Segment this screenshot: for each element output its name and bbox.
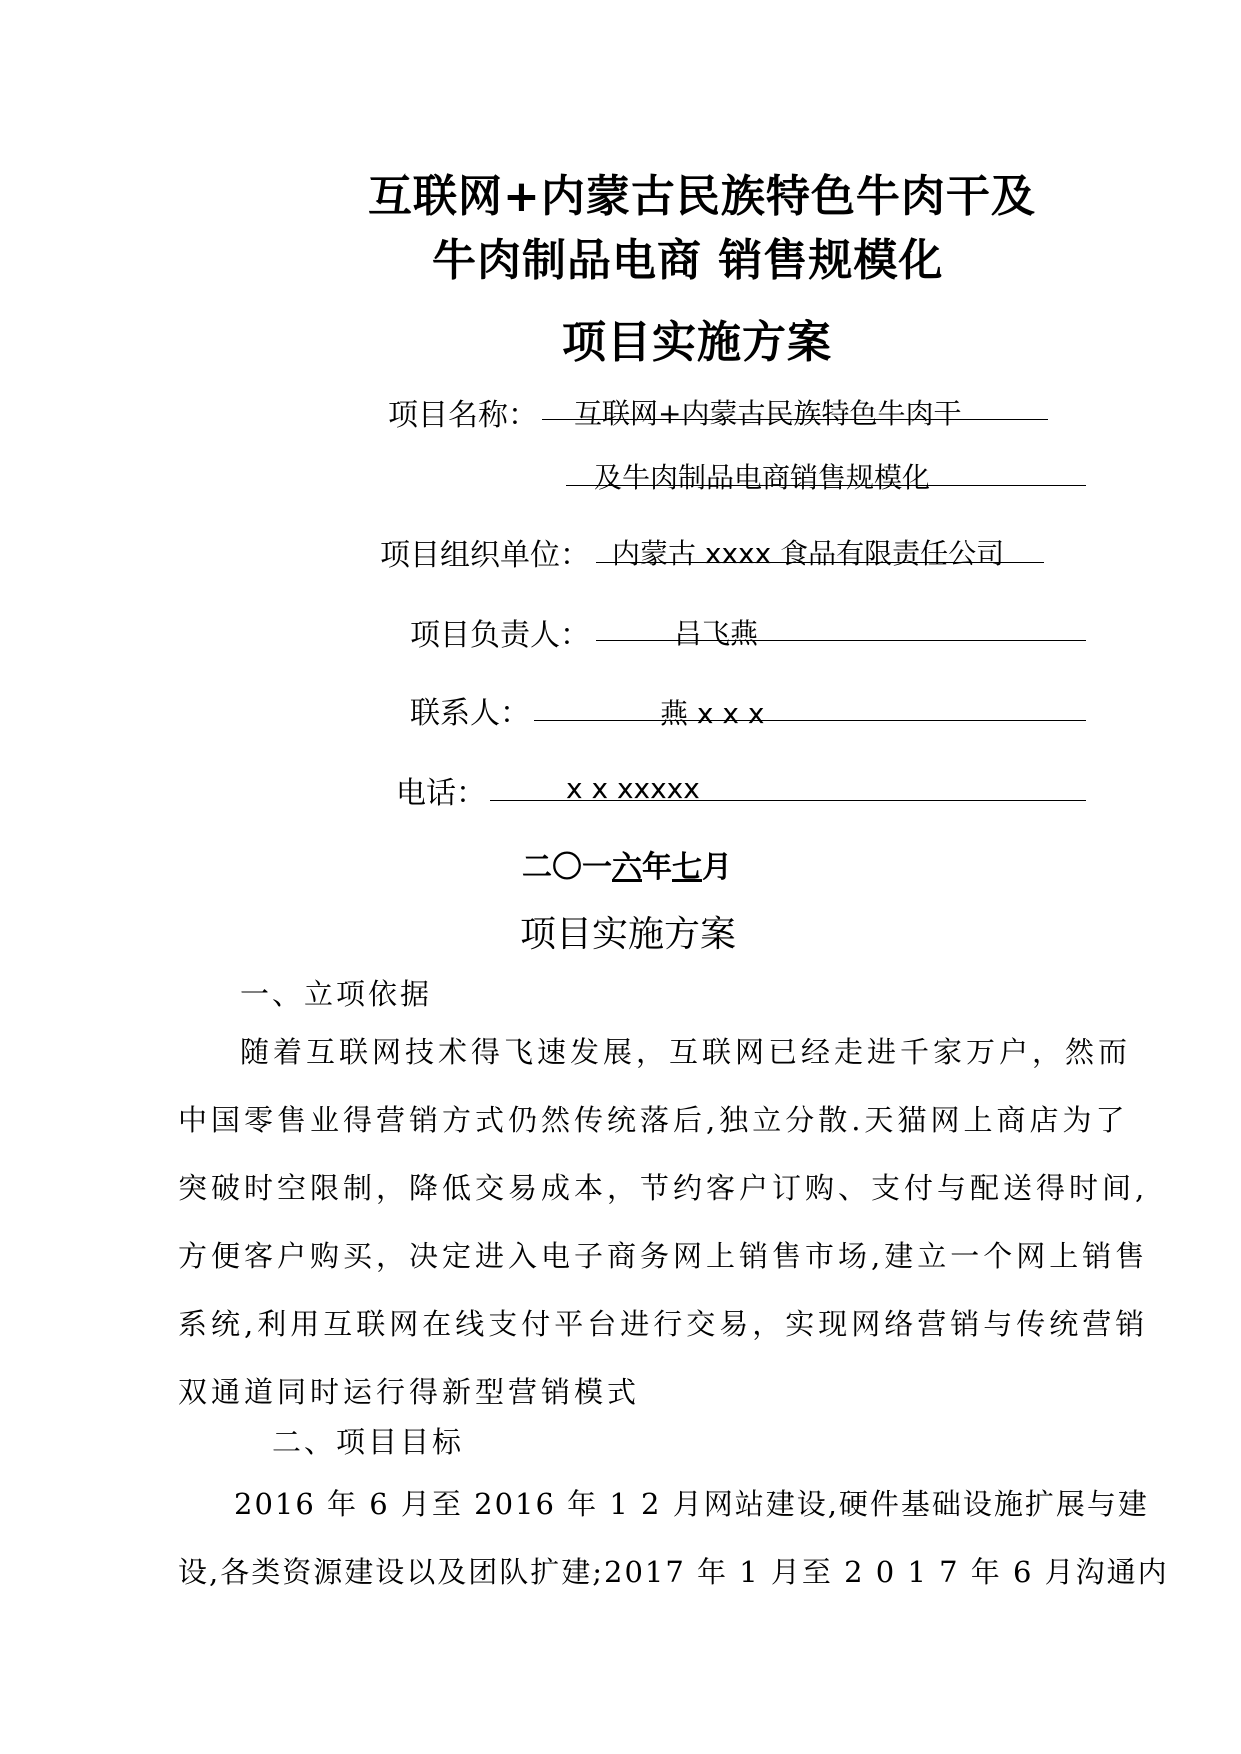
section1-line-6: 双通道同时运行得新型营销模式 <box>178 1375 641 1409</box>
section1-paragraph <box>178 1018 1149 1426</box>
body-heading: 项目实施方案 <box>520 914 737 955</box>
section2-paragraph <box>178 1470 1169 1606</box>
contact-label: 联系人： <box>410 696 530 731</box>
project-name-label: 项目名称： <box>388 398 538 433</box>
phone-label: 电话： <box>396 776 486 811</box>
org-value: 内蒙古 xxxx 食品有限责任公司 <box>612 537 1005 570</box>
cover-title-line-1: 互联网+内蒙古民族特色牛肉干及 <box>368 171 1036 222</box>
leader-underline <box>596 640 1086 641</box>
phone-underline <box>490 800 1086 801</box>
cover-title-line-3: 项目实施方案 <box>562 317 832 368</box>
project-name-underline-2 <box>566 485 1086 486</box>
cover-title-line-2: 牛肉制品电商 销售规模化 <box>432 235 944 286</box>
contact-underline <box>534 720 1086 721</box>
leader-value: 吕飞燕 <box>674 617 759 650</box>
org-label: 项目组织单位： <box>380 538 590 573</box>
date-part-3: 年 <box>642 850 672 885</box>
section1-line-3: 突破时空限制，降低交易成本，节约客户订购、支付与配送得时间, <box>178 1171 1149 1205</box>
date-part-1: 二〇一 <box>522 850 612 885</box>
leader-label: 项目负责人： <box>410 618 590 653</box>
contact-value: 燕 x x x <box>660 697 765 730</box>
project-name-value-1: 互联网+内蒙古民族特色牛肉干 <box>574 397 962 430</box>
section1-line-5: 系统,利用互联网在线支付平台进行交易，实现网络营销与传统营销 <box>178 1307 1149 1341</box>
date-part-4: 七 <box>672 850 702 885</box>
phone-value: x x xxxxx <box>566 772 700 805</box>
section1-line-1: 随着互联网技术得飞速发展，互联网已经走进千家万户，然而 <box>240 1035 1132 1069</box>
section1-line-2: 中国零售业得营销方式仍然传统落后,独立分散.天猫网上商店为了 <box>178 1103 1129 1137</box>
section1-title: 一、立项依据 <box>240 977 433 1011</box>
org-underline <box>596 562 1044 563</box>
date-part-2: 六 <box>612 850 642 885</box>
project-name-value-2: 及牛肉制品电商销售规模化 <box>594 461 931 494</box>
date-part-5: 月 <box>702 850 732 885</box>
project-name-underline-1 <box>542 419 1048 420</box>
section2-line-1: 2016 年 6 月至 2016 年 1 2 月网站建设,硬件基础设施扩展与建 <box>234 1487 1149 1521</box>
section2-line-2: 设,各类资源建设以及团队扩建;2017 年 1 月至 2 0 1 7 年 6 月沟通内 <box>178 1555 1169 1589</box>
section1-line-4: 方便客户购买，决定进入电子商务网上销售市场,建立一个网上销售 <box>178 1239 1149 1273</box>
section2-title: 二、项目目标 <box>272 1425 465 1459</box>
cover-date <box>522 842 732 886</box>
